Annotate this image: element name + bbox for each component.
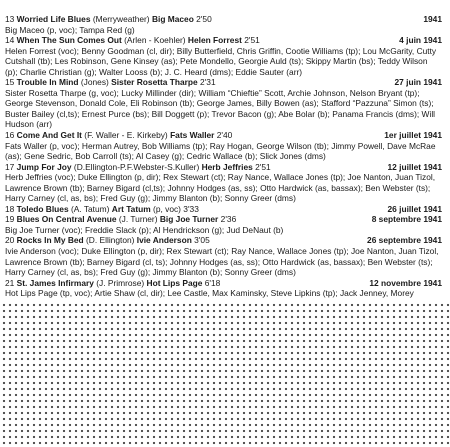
recording-date: 12 juillet 1941 — [384, 162, 442, 173]
track-title: Rocks In My Bed — [16, 235, 84, 246]
track-title: Trouble In Mind — [16, 77, 79, 88]
artist-name: Hot Lips Page — [146, 277, 203, 288]
track-header — [5, 162, 442, 173]
recording-date: 12 novembre 1941 — [365, 278, 442, 289]
recording-date: 1941 — [419, 14, 442, 25]
track-header — [5, 235, 442, 246]
artist-name: Art Tatum — [111, 203, 151, 214]
artist-name: Sister Rosetta Tharpe — [111, 77, 198, 88]
track-number: 19 — [5, 214, 15, 225]
personnel-list: Sister Rosetta Tharpe (g, voc); Lucky Millinder (dir); William “Chieftie” Scott, Archie Johnson, Nelson Bryant (tp); George Stevenson, Donald Cole, Eli Robinson (tb); George James, Billy Bowen (as); Stafford “Pazzuna” Simon (ts); Buster Bailey (cl,ts); Ernest Purce (bs); Bill Doggett (p); Trevor Bacon (g); Abe Bolar (b); Panama Francis (dms); Will Hudson (arr) — [5, 87, 436, 130]
recording-date: 26 septembre 1941 — [363, 235, 442, 246]
track-title: When The Sun Comes Out — [16, 35, 122, 46]
halftone-dot-pattern — [0, 301, 450, 447]
track-duration: (p, voc) 3'33 — [153, 203, 199, 214]
personnel-list: Fats Waller (p, voc); Herman Autrey, Bob Williams (tp); Ray Hogan, George Wilson (tb); Jimmy Powell, Dave McRae (as); Gene Sedric, Bob Carroll (ts); Al Casey (g); Cedric Wallace (b); Slick Jones (dms) — [5, 140, 436, 162]
composer-credit: (J. Turner) — [118, 214, 158, 225]
track-number: 14 — [5, 35, 15, 46]
personnel-list: Hot Lips Page (tp, voc); Artie Shaw (cl, dir); Lee Castle, Max Kaminsky, Steve Lipkins (tp); Jack Jenney, Morey — [5, 288, 414, 299]
track-number: 15 — [5, 77, 15, 88]
track-number: 21 — [5, 277, 15, 288]
recording-date: 8 septembre 1941 — [368, 214, 442, 225]
composer-credit: (F. Waller - E. Kirkeby) — [84, 130, 168, 141]
track-duration: 2'51 — [255, 161, 271, 172]
composer-credit: (D. Ellington) — [86, 235, 135, 246]
track-duration: 2'36 — [220, 214, 237, 225]
personnel-list: Herb Jeffries (voc); Duke Ellington (p, dir); Rex Stewart (ct); Ray Nance, Wallace Jones (tp); Joe Nanton, Juan Tizol, Lawrence Brown (tb); Barney Bigard (cl,ts); Johnny Hodges (as, ss); Otto Hardwick (as, bassax); Ben Webster (ts); Harry Carney (cl, as, bs); Fred Guy (g); Jimmy Blanton (b); Sonny Greer (dms) — [5, 172, 436, 204]
track-duration: 2'40 — [216, 130, 233, 141]
personnel-list: Helen Forrest (voc); Benny Goodman (cl, dir); Billy Butterfield, Chris Griffin, Cootie Williams (tp); Lou McGarity, Cutty Cutshall (tb); Les Robinson, Gene Kinsey (as); Pete Mondello, Georgie Auld (ts); Skippy Martin (bs); Teddy Wilson (p); Charlie Christian (g); Walter Looss (b); J. C. Heard (dms); Eddie Sauter (arr) — [5, 45, 437, 77]
track-duration: 3'05 — [194, 235, 210, 246]
recording-date: 27 juin 1941 — [391, 77, 443, 88]
track-header — [5, 35, 442, 46]
track-header — [5, 214, 442, 225]
track-number: 16 — [5, 130, 15, 141]
track-16 — [5, 130, 442, 162]
track-number: 20 — [5, 235, 15, 246]
artist-name: Fats Waller — [170, 130, 215, 141]
track-duration: 2'50 — [196, 14, 212, 24]
artist-name: Herb Jeffries — [201, 161, 253, 172]
track-title: St. James Infirmary — [16, 277, 94, 288]
recording-date: 1er juillet 1941 — [380, 130, 442, 141]
recording-date: 26 juillet 1941 — [384, 204, 442, 215]
track-20 — [5, 235, 442, 277]
track-19 — [5, 214, 442, 235]
track-14 — [5, 35, 442, 77]
composer-credit: (Arlen - Koehler) — [124, 35, 186, 46]
track-list — [5, 14, 442, 330]
track-title: Come And Get It — [16, 130, 82, 141]
track-title: Worried Life Blues — [16, 14, 91, 24]
personnel-list: Ivie Anderson (voc); Duke Ellington (p, dir); Rex Stewart (ct); Ray Nance, Wallace Jones (tp); Joe Nanton, Juan Tizol, Lawrence Brown (tb); Barney Bigard (cl, ts); Johnny Hodges (as, ss); Otto Hardwick (as, bassax); Ben Webster (ts); Harry Carney (cl, as, bs); Fred Guy (g); Jimmy Blanton (b); Sonny Greer (dms) — [5, 246, 439, 278]
track-duration: 2'51 — [244, 35, 260, 46]
track-number: 18 — [5, 203, 15, 214]
personnel-list: Big Joe Turner (voc); Freddie Slack (p); Al Hendrickson (g); Jud DeNaut (b) — [5, 224, 284, 235]
composer-credit: (A. Tatum) — [70, 203, 110, 214]
track-duration: 2'31 — [200, 77, 216, 88]
track-header — [5, 77, 442, 88]
track-number: 13 — [5, 14, 15, 24]
track-header — [5, 14, 442, 25]
track-title: Toledo Blues — [16, 203, 69, 214]
track-header — [5, 278, 442, 289]
artist-name: Big Joe Turner — [159, 214, 219, 225]
personnel-list: Big Maceo (p, voc); Tampa Red (g) — [5, 24, 135, 35]
track-18 — [5, 204, 442, 215]
composer-credit: (D.Ellington-P.F.Webster-S.Kuller) — [73, 161, 200, 172]
artist-name: Helen Forrest — [187, 35, 242, 46]
track-title: Jump For Joy — [16, 161, 72, 172]
track-17 — [5, 162, 442, 204]
recording-date: 4 juin 1941 — [395, 35, 442, 46]
artist-name: Big Maceo — [151, 14, 194, 24]
track-header — [5, 130, 442, 141]
track-duration: 6'18 — [204, 277, 221, 288]
track-13 — [5, 14, 442, 35]
track-number: 17 — [5, 161, 15, 172]
track-title: Blues On Central Avenue — [16, 214, 117, 225]
composer-credit: (Merryweather) — [92, 14, 150, 24]
track-15 — [5, 77, 442, 130]
composer-credit: (Jones) — [80, 77, 109, 88]
artist-name: Ivie Anderson — [136, 235, 192, 246]
track-header — [5, 204, 442, 215]
composer-credit: (J. Primrose) — [96, 277, 145, 288]
